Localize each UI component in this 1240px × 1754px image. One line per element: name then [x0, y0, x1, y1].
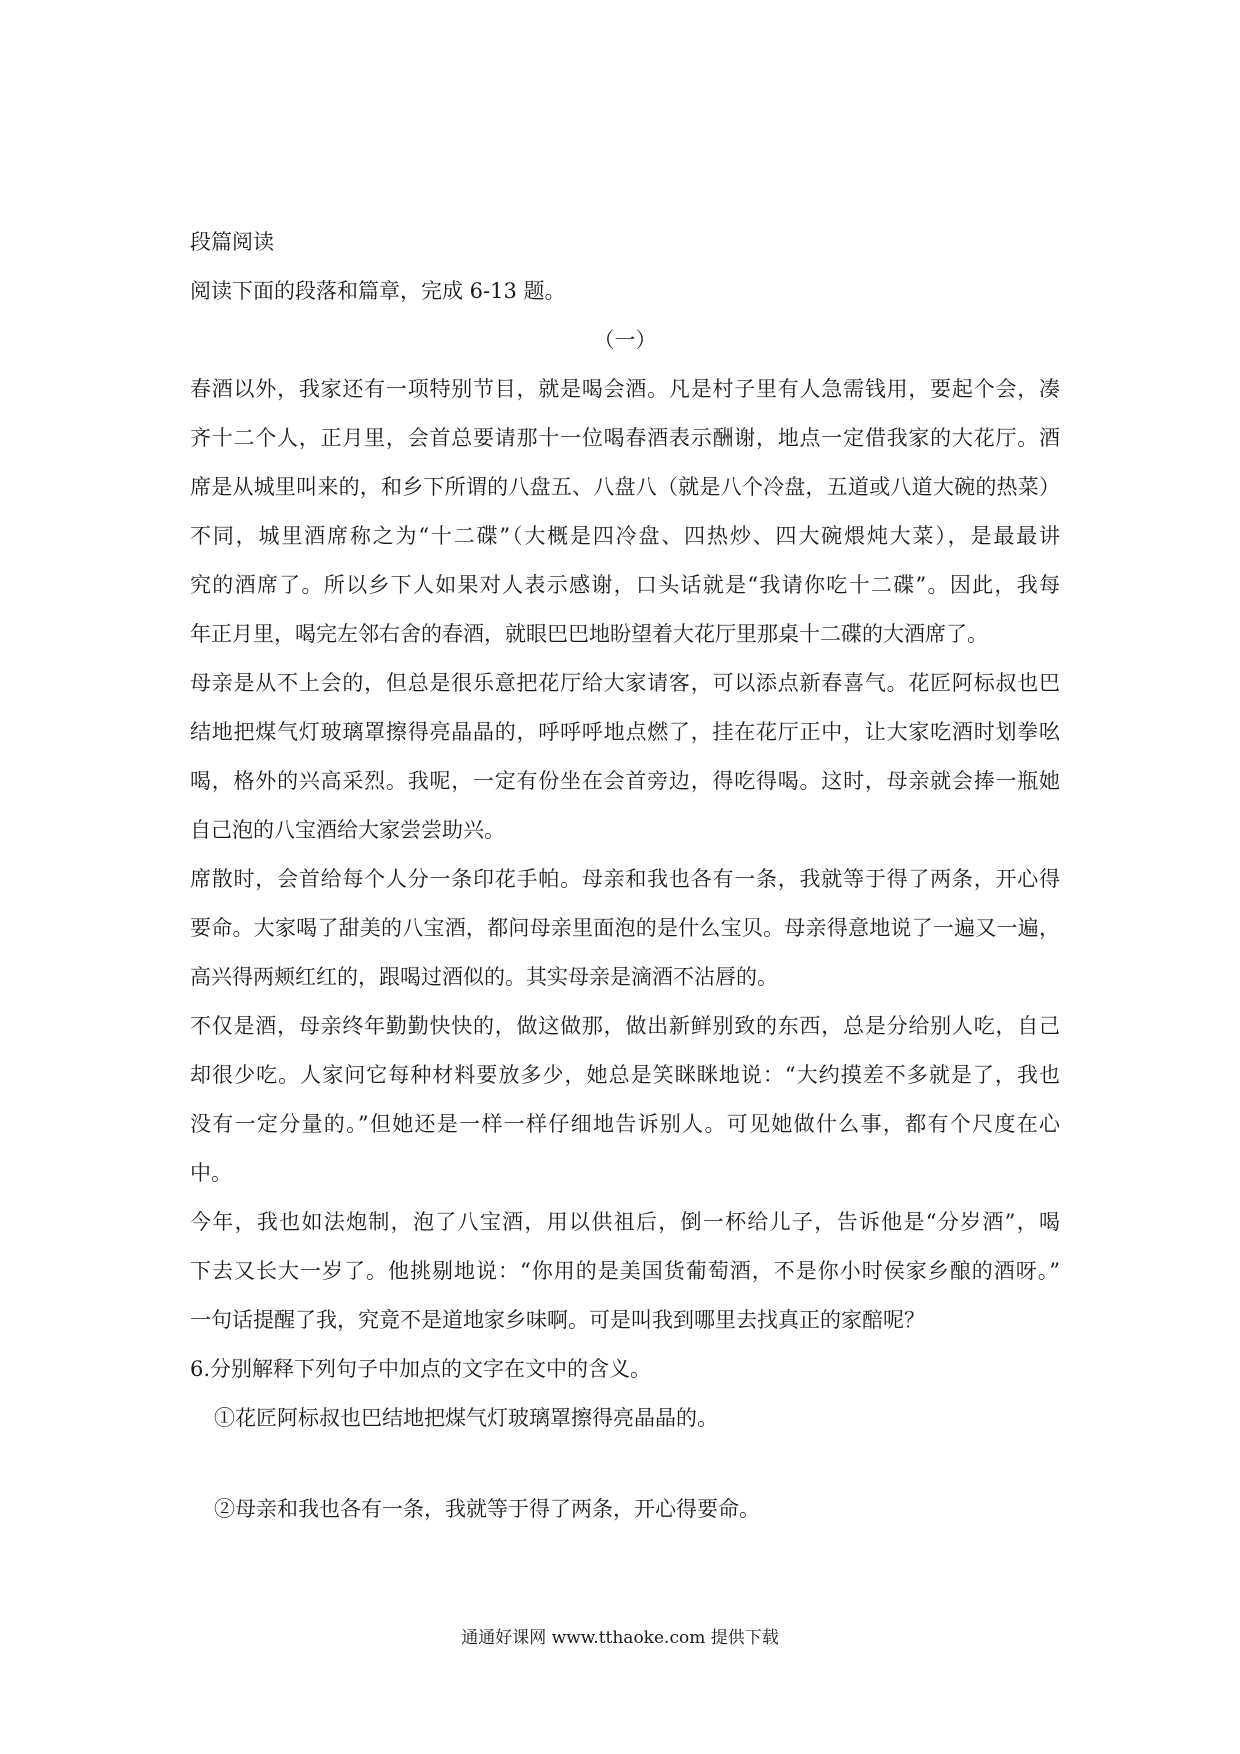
- passage-paragraph-4: [190, 1002, 1060, 1198]
- passage-line: 不同，城里酒席称之为“十二碟”（大概是四冷盘、四热炒、四大碗煨炖大菜），是最最讲: [190, 524, 1060, 548]
- passage-line: 春酒以外，我家还有一项特别节目，就是喝会酒。凡是村子里有人急需钱用，要起个会，凑: [190, 377, 1060, 401]
- passage-paragraph-5: [190, 1198, 1060, 1345]
- section-heading: 段篇阅读: [190, 230, 274, 254]
- question-6: [190, 1345, 1060, 1534]
- passage-line: 席散时，会首给每个人分一条印花手帕。母亲和我也各有一条，我就等于得了两条，开心得: [190, 867, 1060, 891]
- passage-line: 席是从城里叫来的，和乡下所谓的八盘五、八盘八（就是八个冷盘，五道或八道大碗的热菜）: [190, 475, 1060, 499]
- passage-line: 却很少吃。人家问它每种材料要放多少，她总是笑眯眯地说：“大约摸差不多就是了，我也: [190, 1063, 1060, 1087]
- passage-line: 自己泡的八宝酒给大家尝尝助兴。: [190, 818, 505, 842]
- question-item-2: ②母亲和我也各有一条，我就等于得了两条，开心得要命。: [214, 1497, 760, 1521]
- passage-line: 今年，我也如法炮制，泡了八宝酒，用以供祖后，倒一杯给儿子，告诉他是“分岁酒”，喝: [190, 1210, 1060, 1234]
- passage-line: 齐十二个人，正月里，会首总要请那十一位喝春酒表示酬谢，地点一定借我家的大花厅。酒: [190, 426, 1060, 450]
- passage-line: 究的酒席了。所以乡下人如果对人表示感谢，口头话就是“我请你吃十二碟”。因此，我每: [190, 573, 1060, 597]
- document-content: [190, 218, 1060, 1534]
- passage-line: 要命。大家喝了甜美的八宝酒，都问母亲里面泡的是什么宝贝。母亲得意地说了一遍又一遍，: [190, 916, 1060, 940]
- question-prompt: 6.分别解释下列句子中加点的文字在文中的含义。: [190, 1357, 652, 1381]
- passage-paragraph-2: [190, 659, 1060, 855]
- passage-paragraph-1: [190, 365, 1060, 659]
- passage-line: 结地把煤气灯玻璃罩擦得亮晶晶的，呼呼呼地点燃了，挂在花厅正中，让大家吃酒时划拳吆: [190, 720, 1060, 744]
- passage-line: 高兴得两颊红红的，跟喝过酒似的。其实母亲是滴酒不沾唇的。: [190, 965, 778, 989]
- answer-space: [190, 1443, 1060, 1485]
- section-marker: （一）: [593, 328, 657, 352]
- passage-line: 不仅是酒，母亲终年勤勤快快的，做这做那，做出新鲜别致的东西，总是分给别人吃，自己: [190, 1014, 1060, 1038]
- passage-paragraph-3: [190, 855, 1060, 1002]
- passage-line: 下去又长大一岁了。他挑剔地说：“你用的是美国货葡萄酒，不是你小时侯家乡酿的酒呀。”: [190, 1259, 1060, 1283]
- page-footer: 通通好课网 www.tthaoke.com 提供下载: [461, 1628, 779, 1648]
- passage-line: 喝，格外的兴高采烈。我呢，一定有份坐在会首旁边，得吃得喝。这时，母亲就会捧一瓶她: [190, 769, 1060, 793]
- passage-line: 一句话提醒了我，究竟不是道地家乡味啊。可是叫我到哪里去找真正的家醅呢？: [190, 1308, 925, 1332]
- passage-line: 母亲是从不上会的，但总是很乐意把花厅给大家请客，可以添点新春喜气。花匠阿标叔也巴: [190, 671, 1060, 695]
- passage-line: 没有一定分量的。”但她还是一样一样仔细地告诉别人。可见她做什么事，都有个尺度在心: [190, 1112, 1060, 1136]
- passage-line: 年正月里，喝完左邻右舍的春酒，就眼巴巴地盼望着大花厅里那桌十二碟的大酒席了。: [190, 622, 988, 646]
- passage-line: 中。: [190, 1161, 232, 1185]
- instruction-text: 阅读下面的段落和篇章，完成 6-13 题。: [190, 279, 566, 303]
- question-item-1: ①花匠阿标叔也巴结地把煤气灯玻璃罩擦得亮晶晶的。: [214, 1406, 718, 1430]
